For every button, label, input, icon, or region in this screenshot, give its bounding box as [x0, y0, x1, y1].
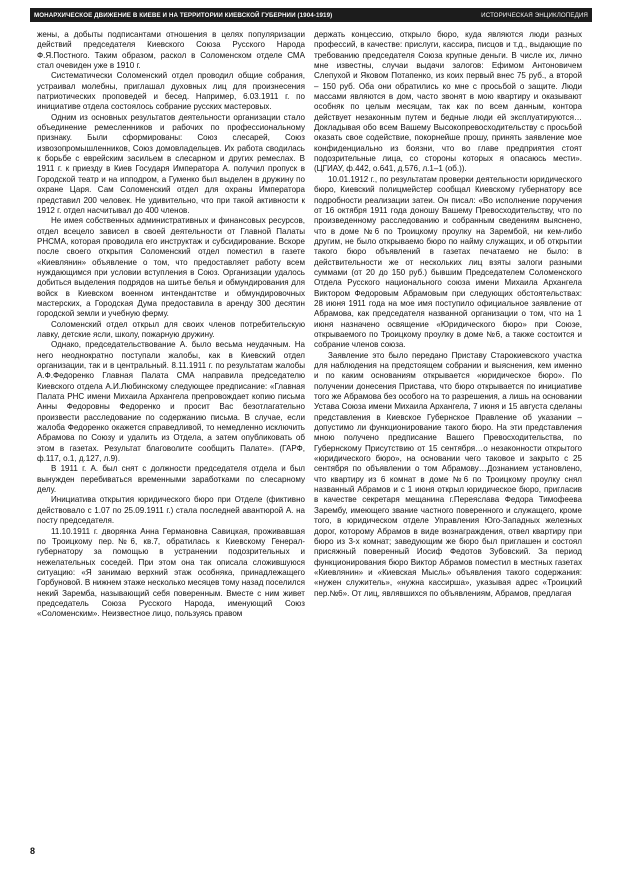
- paragraph: Одним из основных результатов деятельности организации стало объединение ремесленников и рабочих по профессиональному признаку. Были сформированы: Союз слесарей, Союз извозопромышленников, Союз домовладельцев. Их работа сводилась к борьбе с еврейским засильем в слесарном и других ремеслах. В 1911 г. к приезду в Киев Государя Императора А. получил пропуск в Городской театр и на ипподром, а Гуменко был выделен в дружину по охране Царя. Сам Соломенский отдел для охраны Императора представил 200 человек. Не удивительно, что при такой активности к 1912 г. отдел насчитывал до 400 членов.: [37, 112, 305, 215]
- running-header-title: МОНАРХИЧЕСКОЕ ДВИЖЕНИЕ В КИЕВЕ И НА ТЕРРИТОРИИ КИЕВСКОЙ ГУБЕРНИИ (1904-1919): [34, 11, 333, 19]
- paragraph: 10.01.1912 г., по результатам проверки деятельности юридического бюро, Киевский полицмейстер сообщал Киевскому губернатору все подробности реализации затеи. Он писал: «Во исполнение поручения от 16 октября 1911 года доношу Вашему Превосходительству, что по произведенному расследованию и собранным сведениям выяснено, что в доме №6 по Троицкому проулку на Зарембой, ни кем-либо другим, не было открываемо бюро по найму служащих, и об открытии такого бюро объявлений в газетах печатаемо не было: в действительности же от нескольких лиц взяты залоги разными суммами (от 20 до 150 руб.) бывшим Председателем Соломенского Отдела Русского национального союза имени Михаила Архангела Виктором Федоровым Абрамовым при следующих обстоятельствах: 28 июня 1911 года на мое имя поступило официальное заявление от Абрамова, как председателя названной организации о том, что на 1 июня назначено освящение «Юридического бюро» при Союзе, открываемого по Троицкому проулку в доме №6, а также состоится и собрание членов союза.: [314, 174, 582, 350]
- page-number: 8: [30, 846, 36, 856]
- paragraph: Систематически Соломенский отдел проводил общие собрания, устраивал молебны, приглашал духовных лиц для произнесения патриотических проповедей и бесед. Например, 6.03.1911 г. по инициативе отдела состоялось собрание русских мастеровых.: [37, 71, 305, 112]
- left-column: [37, 30, 305, 848]
- paragraph: Не имея собственных административных и финансовых ресурсов, отдел всецело зависел в своей деятельности от Главной Палаты РНСМА, которая проводила его инструктаж и субсидирование. Вскоре после своего открытия Соломенский отдел поместил в газете «Киевлянин» объявление о том, что предоставляет работу всем нуждающимся при условии вступления в Союз. Организации удалось добиться выделения подрядов на шитье белья и обмундирования для войск в Киевском военном интендантстве и обмундировочных мастерских, а Городская Дума предоставила в аренду 300 десятин городской земли и учебную ферму.: [37, 216, 305, 319]
- paragraph: Однако, председательствование А. было весьма неудачным. На него неоднократно поступали жалобы, как в Киевский отдел организации, так и в центральный. 8.11.1911 г. по результатам жалобы А.Ф.Федоренко Главная Палата СМА направила председателю Киевского отдела А.И.Любинскому следующее предписание: «Главная Палата РНС имени Михаила Архангела препровождает копию письма Анны Федоровны Федоренко и просит Вас безотлагательно произвести расследование по содержанию письма. В случае, если жалоба Федоренко окажется справедливой, то немедленно исключить Абрамова по Союзу и удалить из Отдела, а затем опубликовать об этом в газетах. Результат благоволите сообщить Палате». (ГАРФ, ф.117, о.1, д.127, л.9).: [37, 340, 305, 464]
- paragraph: жены, а добыты подписантами отношения в целях популяризации действий председателя Киевского Союза Русского Народа Ф.Я.Постного. Таким образом, раскол в Соломенском отделе СМА стал очевиден уже в 1910 г.: [37, 30, 305, 71]
- paragraph: 11.10.1911 г. дворянка Анна Германовна Савицкая, проживавшая по Троицкому пер.№6, кв.7, обратилась к Киевскому Генерал-губернатору за помощью в устранении подозрительных и нежелательных соседей. При этом она так описала сложившуюся ситуацию: «Я занимаю верхний этаж особняка, принадлежащего Горбуновой. В нижнем этаже несколько месяцев тому назад поселился некий Заремба, называющий себя поверенным. Вместе с ним живет председатель Союза Русского Народа, именующий Союз «Соломенским». Неизвестное лицо, пользуясь правом: [37, 526, 305, 619]
- paragraph: Заявление это было передано Приставу Старокиевского участка для наблюдения на предстоящем собрании и выяснения, кем именно и по каким основаниям открывается «юридическое бюро». По получении донесения Пристава, что бюро открывается по инициативе того же Абрамова без особого на то разрешения, а лишь на основании Устава Союза имени Михаила Архангела, 7 июня и 15 августа сделаны представления в Киевское Губернское Правление об указании – допустимо ли функционирование такого бюро. На эти представления мною получено предписание Вашего Превосходительства, по Губернскому Присутствию от 15 сентября…о незаконности открытого «юридического бюро», на основании чего таковое и закрыто с 25 сентября по объявлении о том Абрамову…Дознанием установлено, что квартиру из 6 комнат в доме №6 по Троицкому проулку снял названный Абрамов и с 1 июня открыл юридическое бюро, пригласив в качестве секретаря мещанина г.Переяслава Федора Тимофеева Зарембу, имеющего звание частного поверенного и служащего, кроме того, в юридическом отделе Управления Юго-Западных железных дорог, которому Абрамов в виде вознаграждения, отвел квартиру при бюро из 3-х комнат; заведующим же бюро был приглашен и состоял присяжный поверенный Иосиф Федотов Зубовский. За период функционирования бюро Виктор Абрамов поместил в местных газетах «Киевлянин» и «Киевская Мысль» объявления такого содержания: «нужен служитель», «нужна кассирша», указывая адрес «Троицкий пер.№6». От лиц, являвшихся по объявлениям, Абрамов, предлагая: [314, 350, 582, 598]
- running-header-series: ИСТОРИЧЕСКАЯ ЭНЦИКЛОПЕДИЯ: [481, 11, 588, 19]
- paragraph: Соломенский отдел открыл для своих членов потребительскую лавку, детские ясли, школу, пожарную дружину.: [37, 319, 305, 339]
- paragraph: Инициатива открытия юридического бюро при Отделе (фиктивно действовало с 1.07 по 25.09.1911 г.) стала последней авантюрой А. на посту председателя.: [37, 495, 305, 526]
- paragraph: держать концессию, открыло бюро, куда являются люди разных профессий, в качестве: прислуги, кассира, писцов и т.д., выдающие по требованию председателя Союза крупные деньги. В числе их, лично мне известны, случаи выдачи залогов: Ефимом Антоновичем Слепухой и Яковом Потапенко, из коих первый внес 75 руб., а второй – 150 руб. Оба они обратились ко мне с просьбой о защите. Люди массами являются в дом, часто звонят в мою квартиру и оказывают особняк по целым месяцам, так как по всем данным, контора действует незаконным путем и бедные люди ей эксплуатируются…Докладывая обо всем Вашему Высокопревосходительству с просьбой оказать свое содействие, покорнейше прошу, принять заявление мое конфиденциально из боязни, что во главе предприятия стоят подозрительные лица, со стороны которых я опасаюсь мести». (ЦГИАУ, ф.442, о.641, д.576, л.1–1 (об.)).: [314, 30, 582, 174]
- paragraph: В 1911 г. А. был снят с должности председателя отдела и был вынужден перебиваться временными заработками по слесарному делу.: [37, 464, 305, 495]
- running-header: [30, 8, 592, 22]
- right-column: [314, 30, 582, 848]
